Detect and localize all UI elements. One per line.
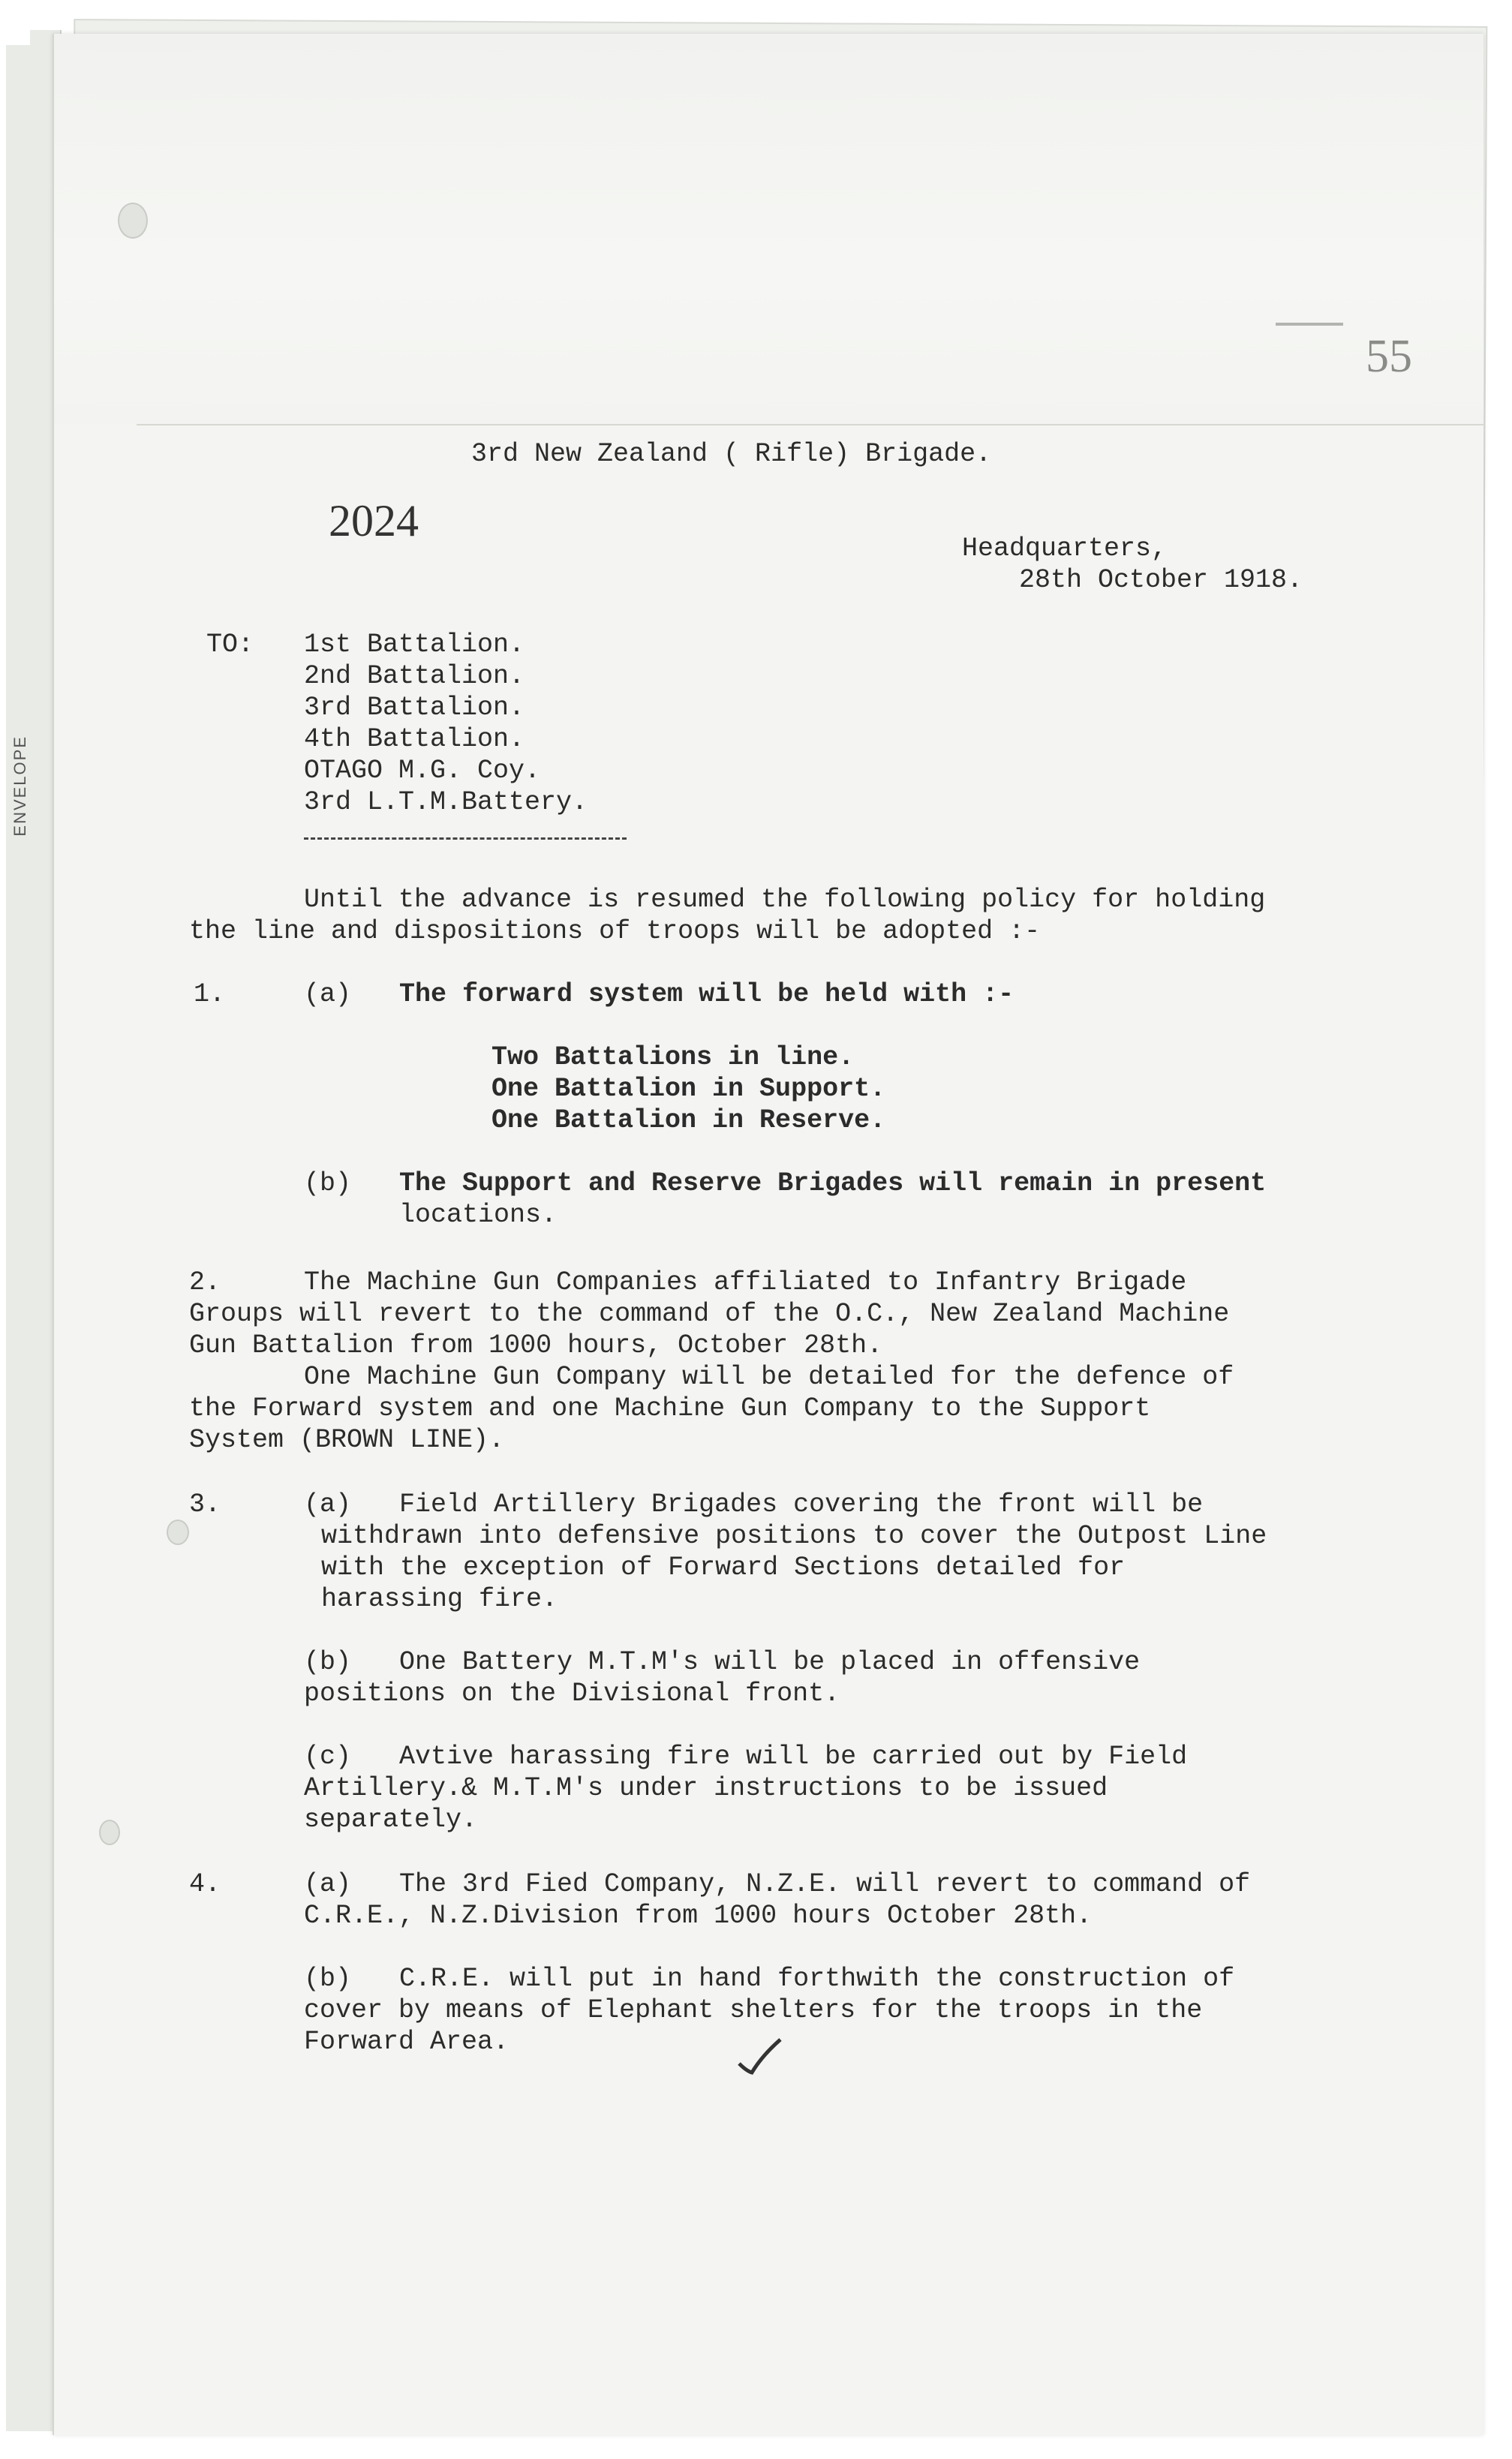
subsection-label: (b)	[304, 1647, 352, 1677]
side-label: ENVELOPE	[11, 735, 29, 837]
document-number: 2024	[329, 496, 419, 546]
subsection-label: (b)	[304, 1168, 352, 1198]
paragraph-line: One Battery M.T.M's will be placed in offensive	[399, 1647, 1141, 1677]
section-number: 1.	[194, 979, 226, 1009]
paragraph-line: positions on the Divisional front.	[304, 1679, 840, 1709]
paragraph-line: Avtive harassing fire will be carried out by Field	[399, 1742, 1188, 1772]
section-number: 2.	[189, 1267, 221, 1297]
subsection-label: (a)	[304, 1490, 352, 1520]
date: 28th October 1918.	[1019, 565, 1303, 595]
location: Headquarters,	[962, 534, 1168, 564]
subsection-label: (a)	[304, 1869, 352, 1899]
paragraph-line: System (BROWN LINE).	[189, 1425, 505, 1455]
paragraph-line: Artillery.& M.T.M's under instructions to be issued	[304, 1773, 1108, 1803]
recipient: 1st Battalion.	[304, 630, 525, 660]
paragraph-line: C.R.E. will put in hand forthwith the construction of	[399, 1964, 1235, 1994]
page-number-dash	[1276, 323, 1343, 326]
paragraph-line: The 3rd Fied Company, N.Z.E. will revert to command of	[399, 1869, 1251, 1899]
recipient: 3rd Battalion.	[304, 693, 525, 723]
paragraph-line: Gun Battalion from 1000 hours, October 28th.	[189, 1330, 883, 1360]
paragraph-line: the Forward system and one Machine Gun Company to the Support	[189, 1393, 1151, 1423]
list-item: Two Battalions in line.	[491, 1042, 855, 1072]
list-item: One Battalion in Reserve.	[491, 1105, 886, 1135]
paragraph-line: Field Artillery Brigades covering the front will be	[399, 1490, 1204, 1520]
paragraph-line: separately.	[304, 1805, 478, 1835]
paragraph-line: One Machine Gun Company will be detailed for the defence of	[304, 1362, 1234, 1392]
to-label: TO:	[206, 630, 254, 660]
paragraph-line: withdrawn into defensive positions to cover the Outpost Line	[321, 1521, 1267, 1551]
subsection-label: (b)	[304, 1964, 352, 1994]
page-number: 55	[1366, 331, 1412, 382]
paragraph-line: Groups will revert to the command of the O.C., New Zealand Machine	[189, 1299, 1230, 1329]
intro-line: the line and dispositions of troops will be adopted :-	[189, 916, 1041, 946]
heading: 3rd New Zealand ( Rifle) Brigade.	[471, 439, 992, 469]
subsection-label: (c)	[304, 1742, 352, 1772]
paragraph-line: locations.	[399, 1200, 558, 1230]
tick-mark-icon	[735, 2034, 788, 2079]
intro-line: Until the advance is resumed the following policy for holding	[304, 885, 1266, 915]
paragraph-line: Forward Area.	[304, 2027, 510, 2057]
paragraph-line: The forward system will be held with :-	[399, 979, 1015, 1009]
paragraph-line: with the exception of Forward Sections detailed for	[321, 1553, 1126, 1583]
recipient-underline	[304, 837, 627, 840]
paragraph-line: cover by means of Elephant shelters for the troops in the	[304, 1995, 1203, 2025]
recipient: 3rd L.T.M.Battery.	[304, 787, 588, 817]
paragraph-line: C.R.E., N.Z.Division from 1000 hours October 28th.	[304, 1901, 1093, 1931]
section-number: 3.	[189, 1490, 221, 1520]
subsection-label: (a)	[304, 979, 352, 1009]
paragraph-line: harassing fire.	[321, 1584, 558, 1614]
recipient: 2nd Battalion.	[304, 661, 525, 691]
paragraph-line: The Support and Reserve Brigades will remain in present	[399, 1168, 1267, 1198]
recipient: OTAGO M.G. Coy.	[304, 756, 541, 786]
recipient: 4th Battalion.	[304, 724, 525, 754]
list-item: One Battalion in Support.	[491, 1074, 886, 1104]
section-number: 4.	[189, 1869, 221, 1899]
paragraph-line: The Machine Gun Companies affiliated to Infantry Brigade	[304, 1267, 1187, 1297]
